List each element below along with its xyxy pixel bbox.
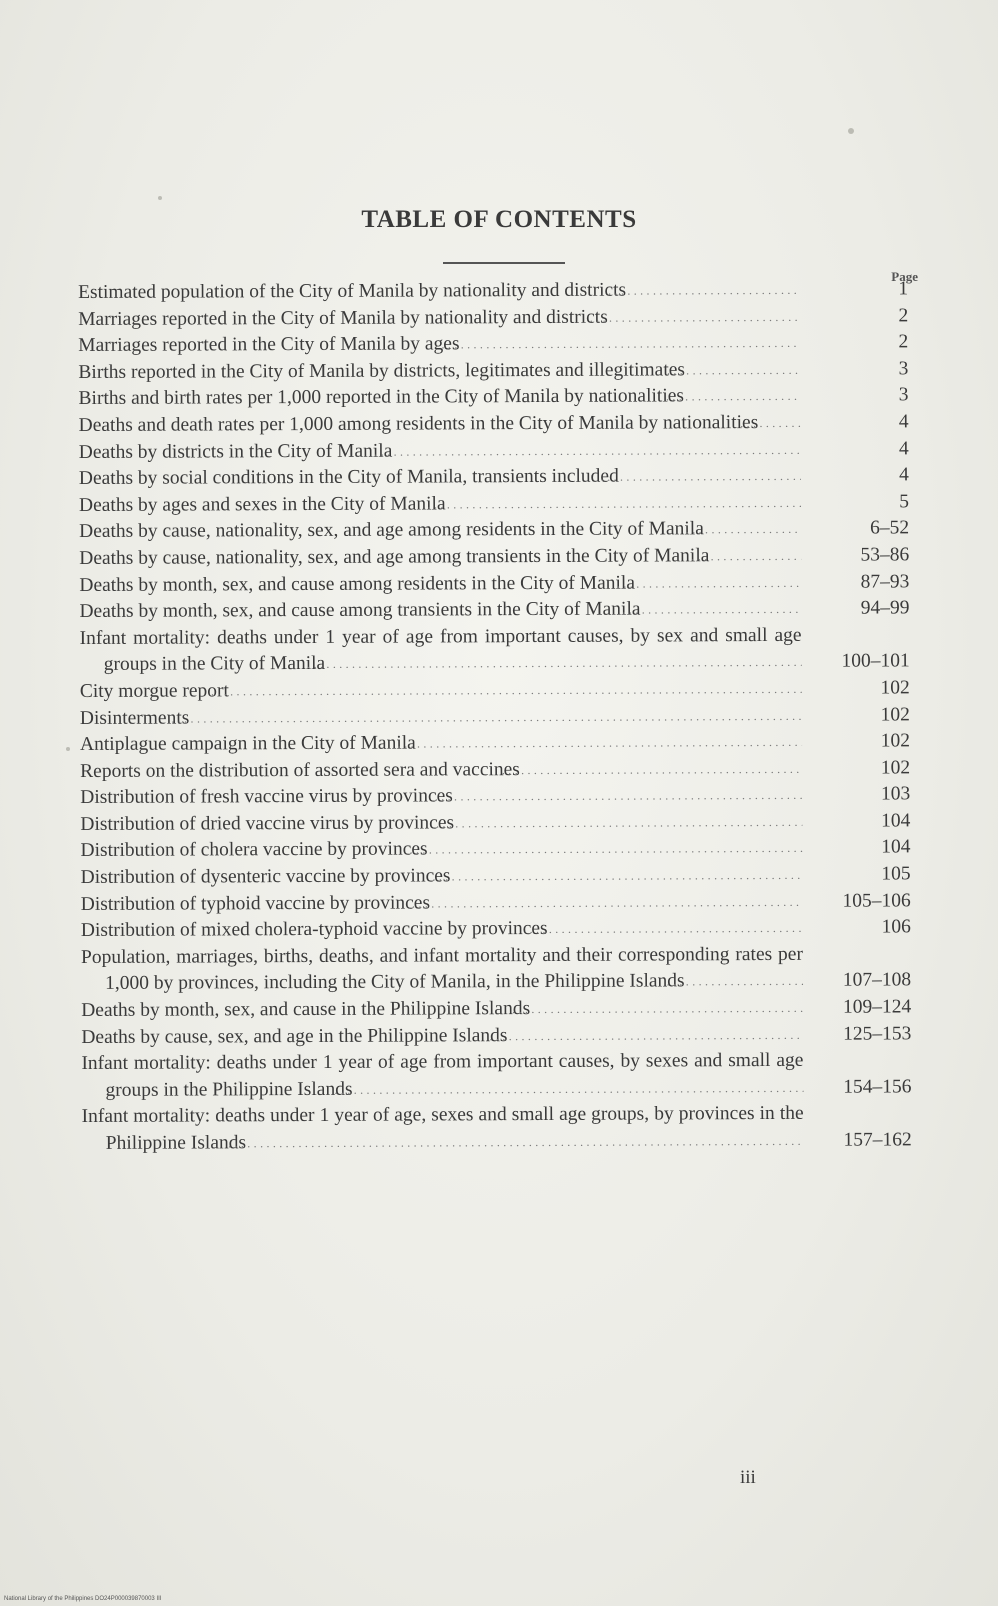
toc-entry [78, 276, 908, 306]
toc-entry-title: Infant mortality: deaths under 1 year of age from important causes, by sex and small age groups in the City of Manila . . . [80, 623, 802, 679]
toc-entry [80, 622, 910, 679]
toc-entry [81, 994, 911, 1024]
toc-entry [79, 516, 909, 546]
toc-entry-title: Births and birth rates per 1,000 reported in the City of Manila by nationalities . . . [78, 383, 800, 413]
toc-entry [80, 835, 910, 865]
toc-entry-title: Deaths by districts in the City of Manila . . . [79, 436, 801, 466]
toc-entry-page: 105 [881, 863, 911, 885]
toc-entry-title: City morgue report . . . [80, 676, 802, 706]
footer-page-number: iii [740, 1467, 756, 1488]
toc-entry-page: 104 [881, 836, 911, 858]
toc-entry [81, 861, 911, 891]
toc-entry-page: 2 [898, 304, 909, 327]
toc-entry-page: 109–124 [842, 996, 912, 1018]
toc-entry-page: 53–86 [860, 544, 910, 566]
toc-entry-page: 87–93 [860, 570, 910, 593]
toc-entry [79, 596, 909, 626]
toc-entry [79, 542, 909, 572]
toc-entry-title: Distribution of dysenteric vaccine by provinces . . . [81, 862, 803, 892]
toc-entry [81, 1021, 911, 1051]
toc-entry-page: 105–106 [842, 890, 911, 912]
toc-entry [82, 1101, 912, 1158]
toc-entry-title: Deaths by month, sex, and cause among residents in the City of Manila . . . [79, 569, 801, 599]
toc-entry [80, 808, 910, 838]
toc-entry-page: 106 [881, 916, 911, 938]
toc-entry-title: Births reported in the City of Manila by districts, legitimates and illegitimates . . . [78, 357, 800, 387]
toc-entry-page: 5 [899, 491, 910, 513]
toc-entry-page: 104 [881, 810, 911, 832]
toc-entry-page: 4 [899, 464, 909, 486]
toc-entry [78, 330, 908, 360]
toc-entry [78, 356, 908, 386]
toc-entry-page: 3 [898, 384, 909, 406]
toc-entry-page: 125–153 [843, 1022, 912, 1045]
toc-entry-title: Deaths by month, sex, and cause among transients in the City of Manila . . . [79, 596, 801, 626]
toc-entry [80, 675, 910, 705]
toc-entry [79, 409, 909, 439]
toc-entry-page: 94–99 [860, 597, 910, 619]
toc-entry-title: Marriages reported in the City of Manila by ages . . . [78, 330, 800, 360]
toc-entry-page: 4 [898, 411, 909, 433]
toc-entry-title: Distribution of dried vaccine virus by provinces . . . [80, 809, 802, 839]
toc-entry-title: Deaths by cause, nationality, sex, and age among transients in the City of Manila . . . [79, 543, 801, 573]
page-title: TABLE OF CONTENTS [361, 206, 637, 233]
toc-entry-title: Disinterments . . . [80, 702, 802, 732]
title-rule [443, 262, 565, 264]
page-column-header: Page [891, 269, 918, 284]
toc-entry-page: 107–108 [842, 969, 912, 992]
toc-entry-title: Deaths by social conditions in the City of Manila, transients included . . . [79, 463, 801, 493]
toc-entry [81, 1048, 911, 1105]
toc-entry [81, 915, 911, 945]
toc-entry-page: 102 [880, 757, 911, 779]
toc-entry-page: 157–162 [843, 1129, 912, 1151]
scan-speck [158, 196, 162, 200]
toc-entry [80, 755, 910, 785]
toc-entry-page: 3 [898, 358, 909, 380]
toc-entry-page: 1 [898, 278, 909, 300]
toc-entry [78, 383, 908, 413]
toc-entry [80, 702, 910, 732]
toc-entry [81, 888, 911, 918]
toc-entry-title: Estimated population of the City of Manila by nationality and districts . . . [78, 277, 800, 307]
toc-entry-page: 103 [880, 783, 911, 805]
toc-entry-page: 100–101 [841, 650, 910, 672]
toc-entry-title: Distribution of typhoid vaccine by provinces . . . [81, 889, 803, 919]
toc-entry-title: Distribution of fresh vaccine virus by provinces . . . [80, 782, 802, 812]
toc-entry-title: Infant mortality: deaths under 1 year of age from important causes, by sexes and small age groups in the Philippine Islands . . . [81, 1048, 803, 1104]
toc-entry-title: Reports on the distribution of assorted sera and vaccines . . . [80, 756, 802, 786]
toc-entry [81, 941, 911, 998]
toc-entry [80, 782, 910, 812]
toc-entry-page: 6–52 [870, 517, 910, 539]
toc-list [78, 276, 912, 1157]
toc-entry [79, 463, 909, 493]
toc-entry-title: Infant mortality: deaths under 1 year of age, sexes and small age groups, by provinces in the Philippine Islands . . . [82, 1101, 804, 1157]
toc-entry [80, 728, 910, 758]
toc-entry-title: Deaths by cause, sex, and age in the Philippine Islands . . . [81, 1021, 803, 1051]
library-watermark: National Library of the Philippines DO24P000039870003 III [4, 1596, 162, 1602]
toc-entry-title: Deaths by cause, nationality, sex, and age among residents in the City of Manila . . . [79, 516, 801, 546]
toc-entry-page: 154–156 [843, 1076, 912, 1098]
toc-entry-page: 4 [898, 437, 909, 459]
toc-entry-title: Marriages reported in the City of Manila by nationality and districts . . . [78, 303, 800, 333]
toc-entry-page: 2 [898, 331, 909, 353]
scan-speck [848, 128, 854, 134]
toc-entry [79, 436, 909, 466]
toc-entry-title: Deaths by ages and sexes in the City of Manila . . . [79, 490, 801, 520]
toc-entry-title: Deaths and death rates per 1,000 among residents in the City of Manila by nationalities . . . [79, 410, 801, 440]
toc-entry [79, 489, 909, 519]
scan-speck [66, 747, 70, 751]
toc-entry-title: Deaths by month, sex, and cause in the Philippine Islands . . . [81, 995, 803, 1025]
toc-entry-title: Distribution of cholera vaccine by provinces . . . [80, 835, 802, 865]
toc-entry [78, 303, 908, 333]
toc-entry [79, 569, 909, 599]
toc-entry-page: 102 [880, 703, 910, 726]
toc-entry-page: 102 [880, 730, 911, 752]
toc-entry-page: 102 [880, 677, 910, 699]
toc-entry-title: Population, marriages, births, deaths, and infant mortality and their corresponding rates per 1,000 by provinces, including the City of Manila, in the Philippine Islands . . . [81, 942, 803, 998]
toc-entry-title: Antiplague campaign in the City of Manila . . . [80, 729, 802, 759]
toc-entry-title: Distribution of mixed cholera-typhoid vaccine by provinces . . . [81, 915, 803, 945]
